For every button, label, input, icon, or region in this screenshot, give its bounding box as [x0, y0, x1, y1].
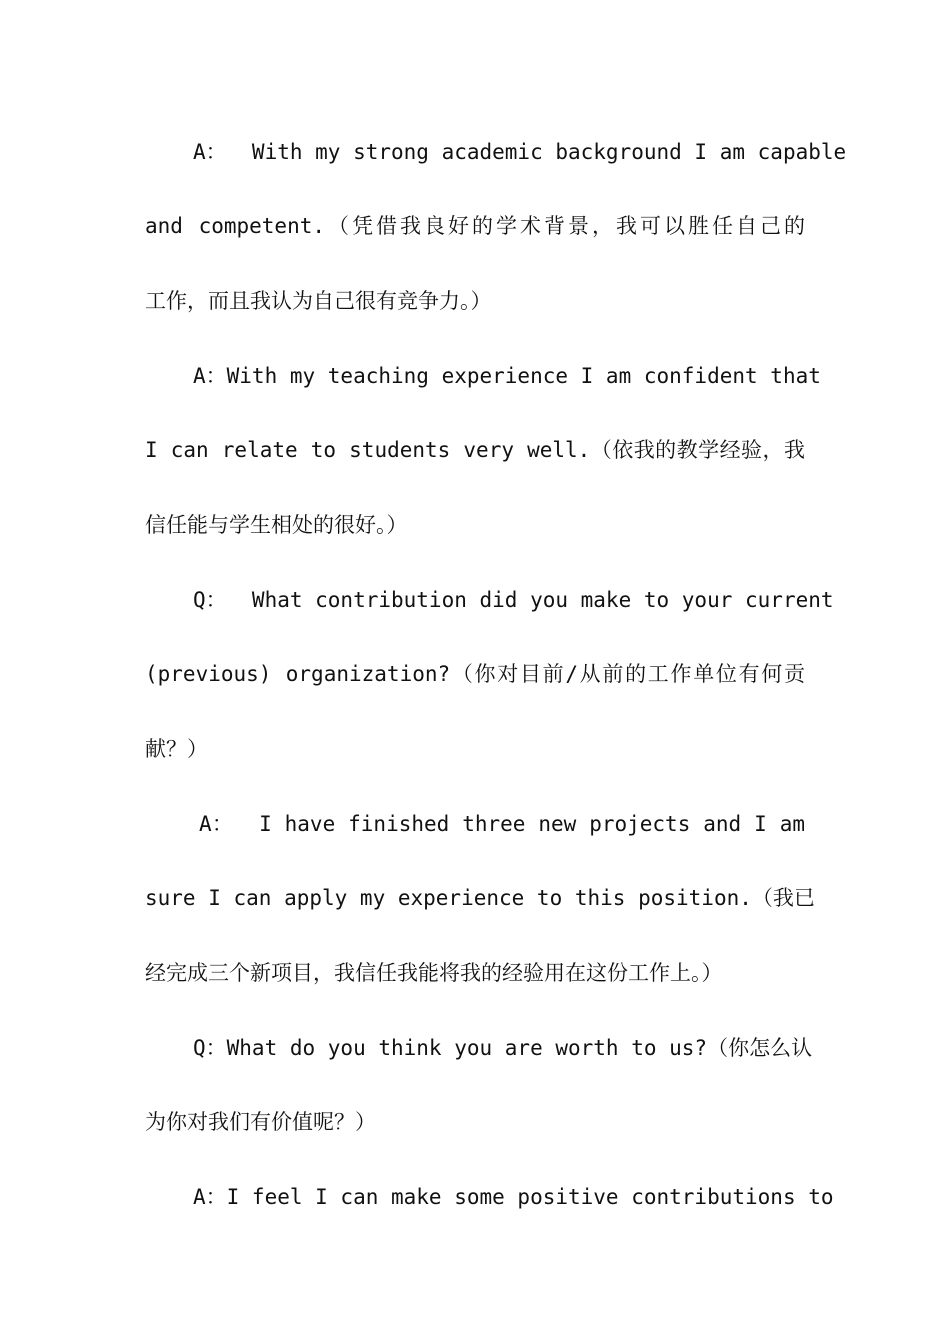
answer-teaching-experience-line-3: 信任能与学生相处的很好。）	[145, 513, 408, 537]
answer-academic-background-line-1: A： With my strong academic background I am capable	[193, 140, 847, 164]
answer-teaching-experience-line-1: A：With my teaching experience I am confident that	[193, 364, 821, 388]
answer-projects-line-3: 经完成三个新项目，我信任我能将我的经验用在这份工作上。）	[145, 961, 723, 985]
question-worth-line-1: Q：What do you think you are worth to us?（你怎么认	[193, 1036, 813, 1060]
answer-projects-line-1: A： I have finished three new projects and I am	[199, 812, 805, 836]
answer-contributions-line-1: A：I feel I can make some positive contributions to	[193, 1185, 834, 1209]
question-contribution-line-3: 献？）	[145, 737, 208, 761]
answer-teaching-experience-line-2: I can relate to students very well.（依我的教学经验，我	[145, 438, 805, 462]
answer-academic-background-line-2: and competent.（凭借我良好的学术背景，我可以胜任自己的	[145, 214, 805, 238]
question-contribution-line-1: Q： What contribution did you make to your current	[193, 588, 834, 612]
question-worth-line-2: 为你对我们有价值呢？）	[145, 1110, 376, 1134]
question-contribution-line-2: (previous) organization?（你对目前/从前的工作单位有何贡	[145, 662, 805, 686]
answer-projects-line-2: sure I can apply my experience to this position.（我已	[145, 886, 815, 910]
answer-academic-background-line-3: 工作，而且我认为自己很有竞争力。）	[145, 289, 492, 313]
